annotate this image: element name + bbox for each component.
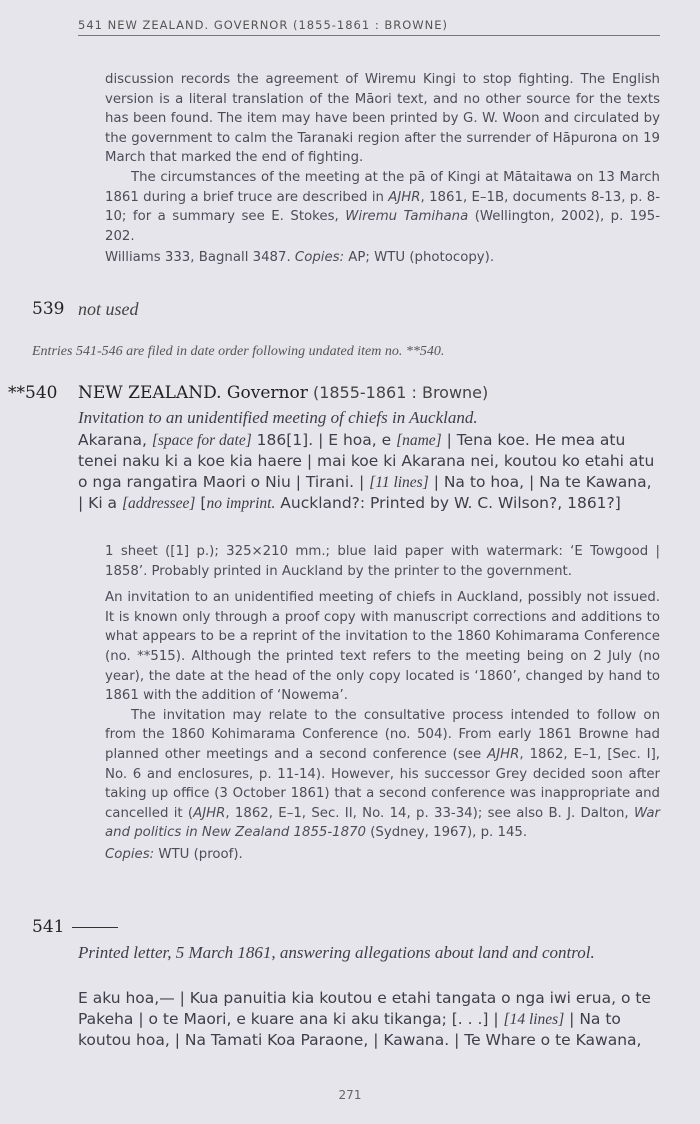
page-number: 271: [338, 1088, 362, 1102]
filing-note: Entries 541-546 are filed in date order following undated item no. **540.: [32, 344, 445, 359]
paragraph: The circumstances of the meeting at the pā of Kingi at Mātaitawa on 13 March 1861 during a brief truce are described in AJHR, 1861, E–1B, documents 8-13, p. 8-10; for a summary see E. Stokes, Wiremu Tamihana (Wellington, 2002), p. 195-202.: [105, 169, 661, 244]
transcription: E aku hoa,— | Kua panuitia kia koutou e etahi tangata o nga iwi erua, o te Pakeha | o te Maori, e kuare ana ki aku tikanga; [. . .] | [14 lines] | Na to koutou hoa, | Na Tamati Koa Paraone, | Kawana. | Te Whare o te Kawana,: [78, 989, 651, 1049]
repeat-heading-dash: [72, 927, 118, 928]
entry-heading: NEW ZEALAND. Governor (1855-1861 : Browne): [78, 383, 489, 403]
copies: Copies: WTU (proof).: [105, 846, 243, 862]
paragraph: An invitation to an unidentified meeting of chiefs in Auckland, possibly not issued. It is known only through a proof copy with manuscript corrections and additions to what appears to be a reprint of the invitation to the 1860 Kohimarama Conference (no. **515). Although the printed text refers to the meeting being on 2 July (no year), the date at the head of the only copy located is ‘1860’, changed by hand to 1861 with the addition of ‘Nowema’.: [105, 590, 660, 704]
entry-540-notes: [105, 542, 660, 865]
entry-status: not used: [78, 299, 139, 319]
paragraph: The invitation may relate to the consultative process intended to follow on from the 1860 Kohimarama Conference (no. 504). From early 1861 Browne had planned other meetings and a second conference (see AJHR, 1862, E–1, [Sec. I], No. 6 and enclosures, p. 11-14). However, his successor Grey decided soon after taking up office (3 October 1861) that a second conference was inappropriate and cancelled it (AJHR, 1862, E–1, Sec. II, No. 14, p. 33-34); see also B. J. Dalton, War and politics in New Zealand 1855-1870 (Sydney, 1967), p. 145.: [105, 707, 660, 841]
entry-number: 539: [32, 299, 65, 319]
entry-number: 541: [32, 917, 118, 937]
transcription: Akarana, [space for date] 186[1]. | E hoa, e [name] | Tena koe. He mea atu tenei naku ki a koe kia haere | mai koe ki Akarana nei, koutou ko etahi atu o nga rangatira Maori o Niu | Tirani. | [11 lines] | Na to hoa, | Na te Kawana, | Ki a [addressee] [no imprint. Auckland?: Printed by W. C. Wilson?, 1861?]: [78, 431, 655, 512]
running-head: 541 NEW ZEALAND. GOVERNOR (1855-1861 : BROWNE): [78, 18, 660, 36]
entry-number: **540: [8, 383, 58, 403]
entry-title: Printed letter, 5 March 1861, answering allegations about land and control.: [78, 943, 595, 962]
references: Williams 333, Bagnall 3487. Copies: AP; WTU (photocopy).: [105, 250, 495, 266]
physical-description: 1 sheet ([1] p.); 325×210 mm.; blue laid paper with watermark: ‘E Towgood | 1858’. Probably printed in Auckland by the printer to the government.: [105, 544, 660, 579]
entry-title: Invitation to an unidentified meeting of chiefs in Auckland.: [78, 408, 478, 427]
continuation-block: [105, 70, 660, 268]
paragraph: discussion records the agreement of Wiremu Kingi to stop fighting. The English version is a literal translation of the Māori text, and no other source for the texts has been found. The item may have been printed by G. W. Woon and circulated by the government to calm the Taranaki region after the surrender of Hāpurona on 19 March that marked the end of fighting.: [105, 72, 660, 166]
